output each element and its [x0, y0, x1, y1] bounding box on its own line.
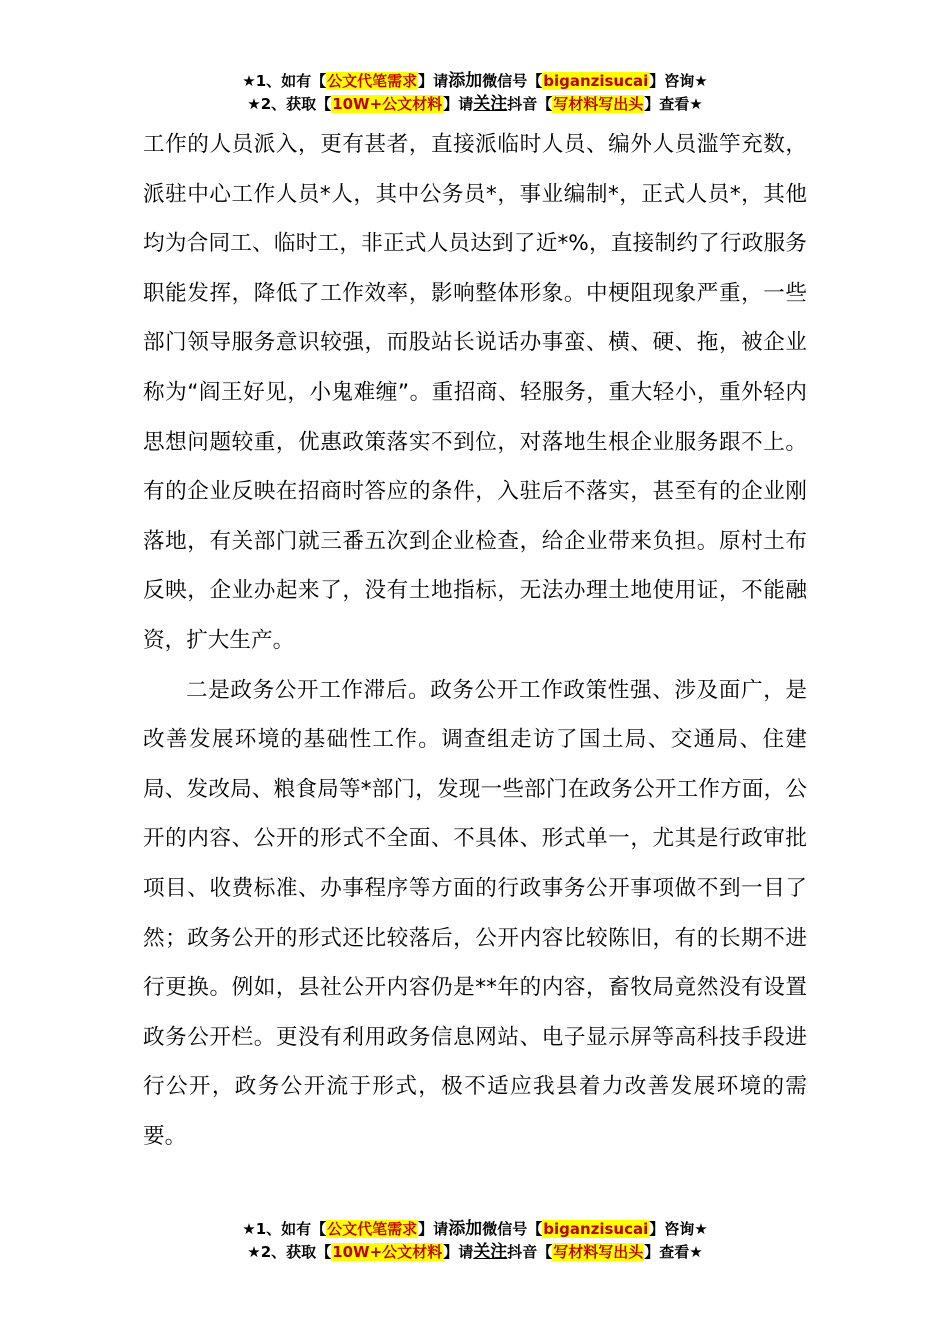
footer-line-1-mid: 】请 [418, 1220, 449, 1238]
footer-line-2 [0, 1241, 950, 1264]
header-highlight-materials: 10W+公文材料 [332, 95, 443, 113]
header-highlight-service: 公文代笔需求 [327, 72, 418, 90]
header-line-1-mid2: 微信号【 [482, 72, 543, 90]
header-line-1-emph: 添加 [448, 71, 483, 91]
header-line-2-mid: 】请 [443, 95, 474, 113]
header-line-2-prefix: ★2、获取【 [247, 95, 332, 113]
header-line-1-suffix: 】咨询★ [649, 72, 708, 90]
footer-highlight-materials: 10W+公文材料 [332, 1243, 443, 1261]
footer-line-2-mid: 】请 [443, 1243, 474, 1261]
footer-line-1-suffix: 】咨询★ [649, 1220, 708, 1238]
header-highlight-douyin-account: 写材料写出头 [553, 95, 644, 113]
header-highlight-wechat-id: biganzisucai [543, 72, 649, 90]
header-line-2-suffix: 】查看★ [644, 95, 703, 113]
footer-line-2-mid2: 抖音【 [507, 1243, 553, 1261]
footer-highlight-douyin-account: 写材料写出头 [553, 1243, 644, 1261]
footer-line-1-emph: 添加 [448, 1219, 483, 1239]
header-line-1-mid: 】请 [418, 72, 449, 90]
body-paragraph-1: 工作的人员派入，更有甚者，直接派临时人员、编外人员滥竽充数，派驻中心工作人员*人，其中公务员*，事业编制*，正式人员*，其他均为合同工、临时工，非正式人员达到了近*%，直接制约了行政服务职能发挥，降低了工作效率，影响整体形象。中梗阻现象严重，一些部门领导服务意识较强，而股站长说话办事蛮、横、硬、拖，被企业称为“阎王好见，小鬼难缠”。重招商、轻服务，重大轻小，重外轻内思想问题较重，优惠政策落实不到位，对落地生根企业服务跟不上。有的企业反映在招商时答应的条件，入驻后不落实，甚至有的企业刚落地，有关部门就三番五次到企业检查，给企业带来负担。原村土布反映，企业办起来了，没有土地指标，无法办理土地使用证，不能融资，扩大生产。 [143, 132, 807, 653]
footer-line-1-prefix: ★1、如有【 [242, 1220, 327, 1238]
header-line-1-prefix: ★1、如有【 [242, 72, 327, 90]
header-line-2 [0, 93, 950, 116]
footer-line-2-prefix: ★2、获取【 [247, 1243, 332, 1261]
footer-banner [0, 1218, 950, 1264]
footer-line-2-emph: 关注 [473, 1242, 508, 1262]
header-line-2-mid2: 抖音【 [507, 95, 553, 113]
footer-line-1 [0, 1218, 950, 1241]
footer-highlight-wechat-id: biganzisucai [543, 1220, 649, 1238]
footer-line-1-mid2: 微信号【 [482, 1220, 543, 1238]
header-line-1 [0, 70, 950, 93]
footer-line-2-suffix: 】查看★ [644, 1243, 703, 1261]
body-paragraph-2: 二是政务公开工作滞后。政务公开工作政策性强、涉及面广，是改善发展环境的基础性工作。调查组走访了国土局、交通局、住建局、发改局、粮食局等*部门，发现一些部门在政务公开工作方面，公开的内容、公开的形式不全面、不具体、形式单一，尤其是行政审批项目、收费标准、办事程序等方面的行政事务公开事项做不到一目了然；政务公开的形式还比较落后，公开内容比较陈旧，有的长期不进行更换。例如，县社公开内容仍是**年的内容，畜牧局竟然没有设置政务公开栏。更没有利用政务信息网站、电子显示屏等高科技手段进行公开，政务公开流于形式，极不适应我县着力改善发展环境的需要。 [143, 677, 807, 1149]
document-body [143, 120, 807, 1161]
footer-highlight-service: 公文代笔需求 [327, 1220, 418, 1238]
header-banner [0, 70, 950, 116]
header-line-2-emph: 关注 [473, 94, 508, 114]
